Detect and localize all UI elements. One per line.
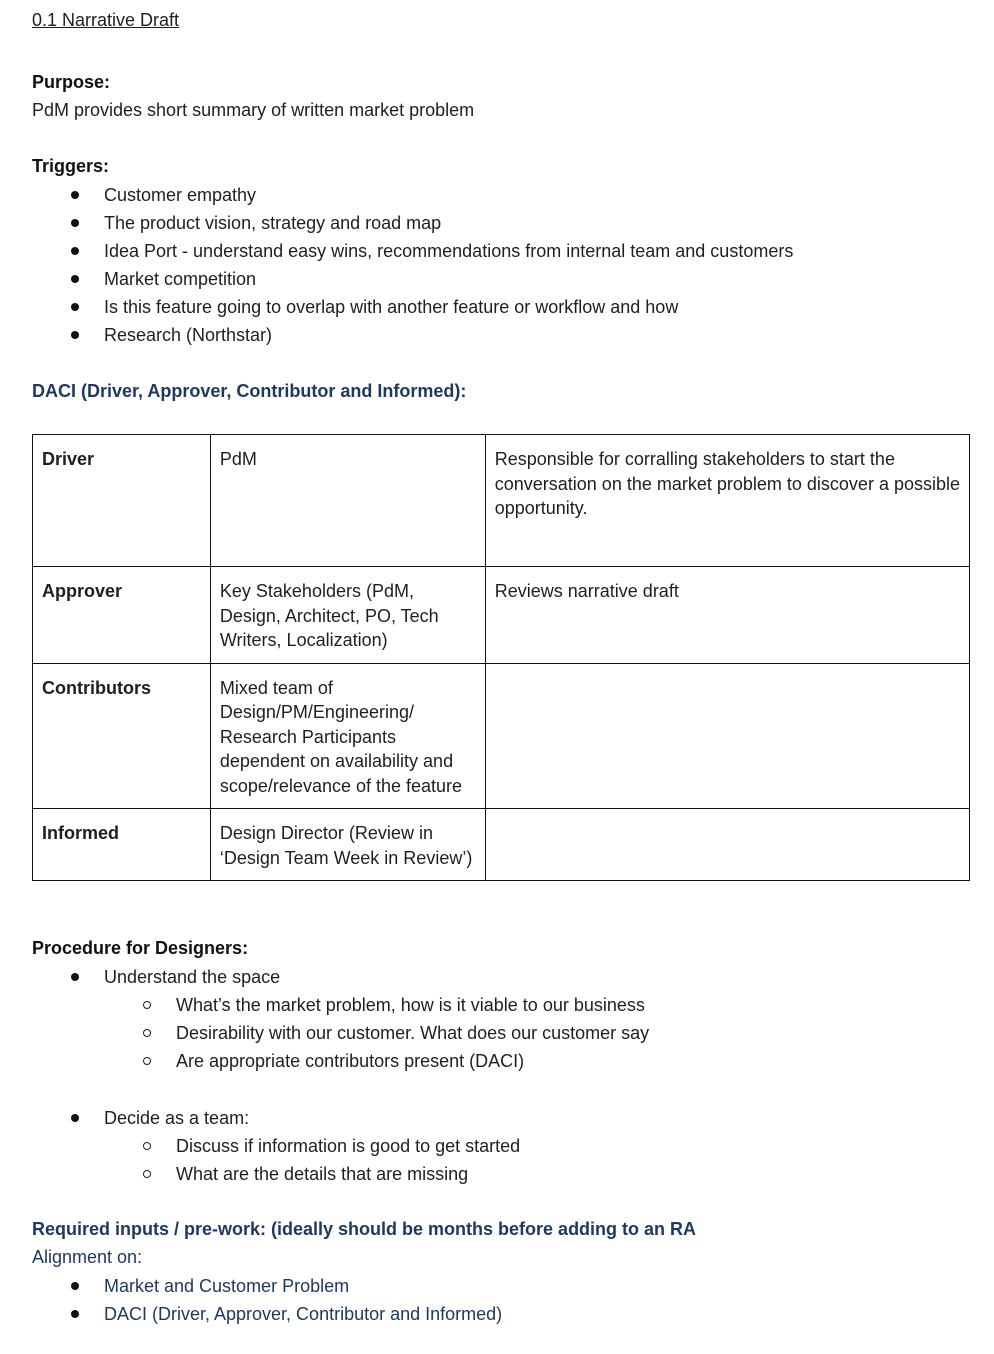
page-title: 0.1 Narrative Draft — [32, 10, 180, 30]
list-item: Customer empathy — [104, 181, 793, 209]
list-item: What’s the market problem, how is it viable to our business — [176, 991, 649, 1019]
bullet-icon — [71, 247, 79, 255]
triggers-heading: Triggers: — [32, 156, 110, 176]
role-cell: Contributors — [33, 663, 211, 809]
role-cell: Informed — [33, 809, 211, 881]
list-item: The product vision, strategy and road map — [104, 209, 793, 237]
list-item: Market and Customer Problem — [104, 1272, 502, 1300]
table-row — [33, 567, 970, 664]
procedure-list-1 — [104, 963, 280, 991]
daci-table — [32, 434, 970, 881]
role-cell: Driver — [33, 435, 211, 567]
table-row — [33, 809, 970, 881]
who-cell: Design Director (Review in ‘Design Team Week in Review’) — [210, 809, 485, 881]
description-cell — [485, 809, 969, 881]
description-cell: Responsible for corralling stakeholders to start the conversation on the market problem to discover a possible opportunity. — [485, 435, 969, 567]
list-item: What are the details that are missing — [176, 1160, 520, 1188]
who-cell: PdM — [210, 435, 485, 567]
alignment-list — [104, 1272, 502, 1328]
circle-bullet-icon — [143, 1029, 151, 1037]
description-cell — [485, 663, 969, 809]
role-cell: Approver — [33, 567, 211, 664]
bullet-icon — [71, 303, 79, 311]
description-cell: Reviews narrative draft — [485, 567, 969, 664]
list-item: Decide as a team: — [104, 1104, 249, 1132]
list-item: Market competition — [104, 265, 793, 293]
table-row — [33, 663, 970, 809]
list-item: Research (Northstar) — [104, 321, 793, 349]
triggers-list — [104, 181, 793, 349]
list-item: Understand the space — [104, 963, 280, 991]
bullet-icon — [71, 191, 79, 199]
purpose-heading: Purpose: — [32, 72, 111, 92]
procedure-heading: Procedure for Designers: — [32, 938, 249, 958]
bullet-icon — [71, 1310, 79, 1318]
table-row — [33, 435, 970, 567]
procedure-sublist-2 — [176, 1132, 520, 1188]
procedure-sublist-1 — [176, 991, 649, 1075]
list-item: Discuss if information is good to get started — [176, 1132, 520, 1160]
alignment-label: Alignment on: — [32, 1247, 143, 1267]
circle-bullet-icon — [143, 1057, 151, 1065]
bullet-icon — [71, 1114, 79, 1122]
required-heading: Required inputs / pre-work: (ideally should be months before adding to an RA — [32, 1219, 697, 1239]
bullet-icon — [71, 219, 79, 227]
bullet-icon — [71, 275, 79, 283]
list-item: Is this feature going to overlap with another feature or workflow and how — [104, 293, 793, 321]
list-item: Desirability with our customer. What does our customer say — [176, 1019, 649, 1047]
list-item: Idea Port - understand easy wins, recommendations from internal team and customers — [104, 237, 793, 265]
bullet-icon — [71, 1282, 79, 1290]
circle-bullet-icon — [143, 1001, 151, 1009]
procedure-list-2 — [104, 1104, 249, 1132]
list-item: Are appropriate contributors present (DACI) — [176, 1047, 649, 1075]
purpose-text: PdM provides short summary of written market problem — [32, 100, 475, 120]
circle-bullet-icon — [143, 1142, 151, 1150]
bullet-icon — [71, 973, 79, 981]
daci-heading: DACI (Driver, Approver, Contributor and Informed): — [32, 381, 467, 401]
circle-bullet-icon — [143, 1170, 151, 1178]
list-item: DACI (Driver, Approver, Contributor and Informed) — [104, 1300, 502, 1328]
who-cell: Key Stakeholders (PdM, Design, Architect, PO, Tech Writers, Localization) — [210, 567, 485, 664]
who-cell: Mixed team of Design/PM/Engineering/ Research Participants dependent on availability and scope/relevance of the feature — [210, 663, 485, 809]
bullet-icon — [71, 331, 79, 339]
